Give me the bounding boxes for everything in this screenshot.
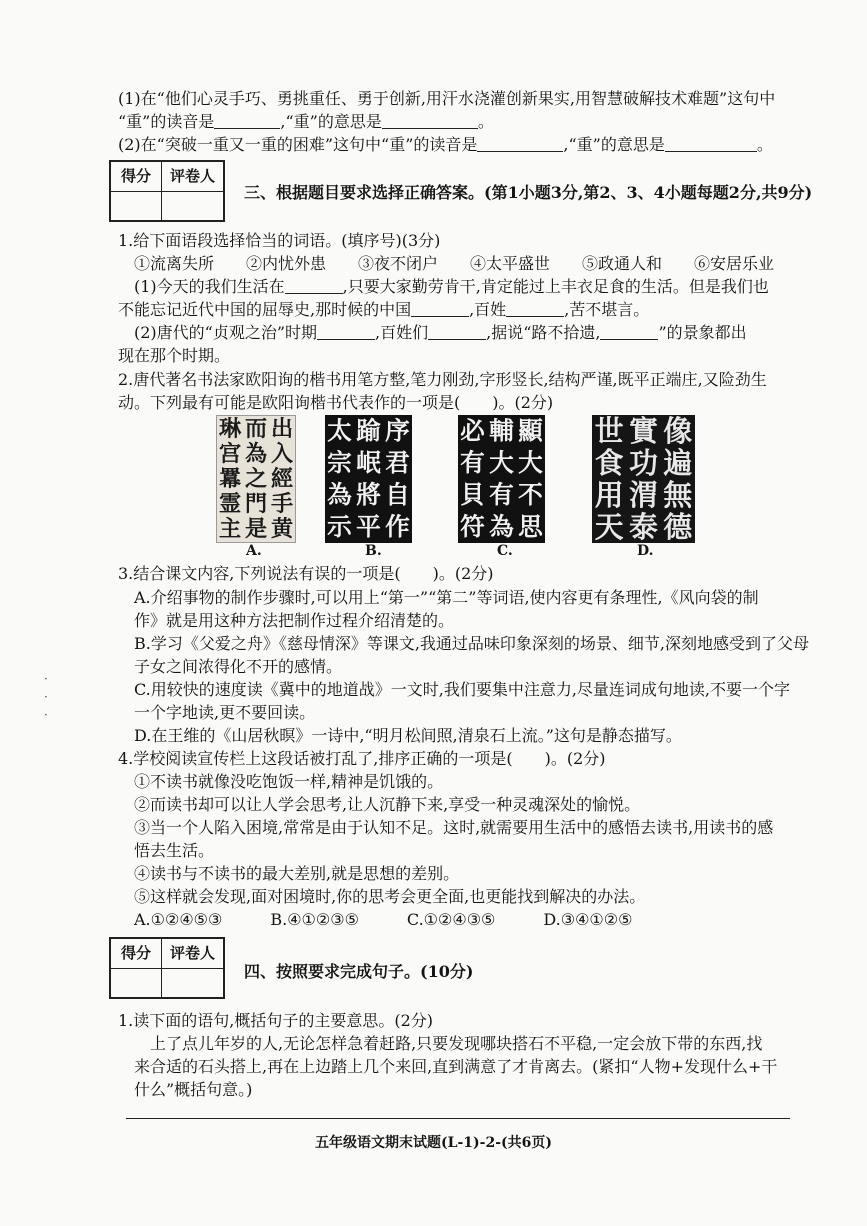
calligraphy-glyph: 太 — [327, 415, 352, 445]
question-line: 现在那个时期。 — [118, 346, 231, 365]
answer-blank[interactable] — [665, 135, 757, 152]
calligraphy-glyph: 符 — [460, 511, 485, 541]
answer-blank[interactable] — [317, 323, 375, 340]
calligraphy-glyph: 門 — [244, 491, 268, 518]
score-box — [109, 160, 225, 222]
calligraphy-glyph: 有 — [460, 447, 485, 477]
calligraphy-sample-d[interactable] — [592, 415, 695, 543]
calligraphy-glyph: 泰 — [629, 509, 658, 544]
text: ,百姓 — [469, 300, 507, 319]
calligraphy-glyph: 岷 — [356, 447, 381, 477]
options-line: ①流离失所 ②内忧外患 ③夜不闭户 ④太平盛世 ⑤政通人和 ⑥安居乐业 — [134, 254, 775, 273]
calligraphy-glyph: 主 — [218, 516, 242, 543]
option-caption-b: B. — [365, 543, 382, 559]
section-title: 三、根据题目要求选择正确答案。(第1小题3分,第2、3、4小题每题2分,共9分) — [244, 183, 813, 202]
question-line — [118, 299, 649, 321]
calligraphy-glyph: 手 — [270, 491, 294, 518]
option-line: B.学习《父爱之舟》《慈母情深》等课文,我通过品味印象深刻的场景、细节,深刻地感受到了父母 — [134, 634, 810, 653]
question-stem: 1.给下面语段选择恰当的词语。(填序号)(3分) — [118, 231, 441, 250]
calligraphy-glyph: 大 — [518, 447, 543, 477]
calligraphy-glyph: 必 — [460, 415, 485, 445]
text: (1)在“他们心灵手巧、勇挑重任、勇于创新,用汗水浇灌创新果实,用智慧破解技术难题”这句中 — [118, 89, 776, 108]
sentence-line: ④读书与不读书的最大差别,就是思想的差别。 — [134, 864, 460, 883]
calligraphy-glyph: 是 — [244, 516, 268, 543]
calligraphy-glyph: 君 — [385, 447, 410, 477]
option-line: A.介绍事物的制作步骤时,可以用上“第一”“第二”等词语,使内容更有条理性,《风向袋的制 — [134, 588, 759, 607]
grader-label: 评卷人 — [162, 162, 223, 192]
answer-blank[interactable] — [382, 112, 478, 129]
calligraphy-glyph: 為 — [489, 511, 514, 541]
calligraphy-glyph: 大 — [489, 447, 514, 477]
calligraphy-glyph: 思 — [518, 511, 543, 541]
sentence-line: ②而读书却可以让人学会思考,让人沉静下来,享受一种灵魂深处的愉悦。 — [134, 795, 641, 814]
sentence-line: ①不读书就像没吃饱饭一样,精神是饥饿的。 — [134, 772, 444, 791]
option-caption-c: C. — [497, 543, 513, 559]
option-line: D.在王维的《山居秋暝》一诗中,“明月松间照,清泉石上流。”这句是静态描写。 — [134, 726, 682, 745]
calligraphy-glyph: 像 — [663, 413, 693, 448]
calligraphy-glyph: 為 — [244, 440, 268, 467]
footer-rule — [126, 1118, 790, 1119]
calligraphy-glyph: 貝 — [460, 479, 485, 509]
question-line — [118, 88, 775, 110]
calligraphy-glyph: 之 — [244, 465, 268, 492]
sentence-line: ③当一个人陷入困境,常常是由于认知不足。这时,就需要用生活中的感悟去读书,用读书的感 — [134, 818, 774, 837]
calligraphy-glyph: 顯 — [518, 415, 543, 445]
calligraphy-glyph: 踰 — [356, 415, 381, 445]
grader-label: 评卷人 — [162, 939, 223, 969]
question-stem: 1.读下面的语句,概括句子的主要意思。(2分) — [118, 1011, 434, 1030]
answer-blank[interactable] — [600, 323, 658, 340]
calligraphy-glyph: 為 — [327, 479, 352, 509]
calligraphy-glyph: 序 — [385, 415, 410, 445]
sentence-line: 悟去生活。 — [134, 841, 215, 860]
score-label: 得分 — [111, 162, 162, 192]
question-line — [118, 111, 494, 133]
sentence-line: ⑤这样就会发现,面对困境时,你的思考会更全面,也更能找到解决的办法。 — [134, 887, 646, 906]
answer-blank[interactable] — [506, 300, 564, 317]
answer-blank[interactable] — [477, 135, 563, 152]
calligraphy-glyph: 天 — [594, 509, 624, 544]
text: 。 — [477, 112, 494, 131]
calligraphy-glyph: 作 — [385, 511, 410, 541]
calligraphy-glyph: 平 — [356, 511, 381, 541]
question-stem: 2.唐代著名书法家欧阳询的楷书用笔方整,笔力刚劲,字形竖长,结构严谨,既平正端庄,又险劲生 — [118, 370, 767, 389]
margin-dot: · — [44, 708, 48, 722]
calligraphy-glyph: 遍 — [663, 445, 693, 480]
calligraphy-glyph: 宗 — [327, 447, 352, 477]
text: 。 — [756, 135, 773, 154]
option-line: 一个字地读,更不要回读。 — [134, 703, 316, 722]
calligraphy-glyph: 有 — [489, 479, 514, 509]
score-cell[interactable] — [111, 969, 162, 997]
calligraphy-glyph: 食 — [594, 445, 624, 480]
passage-line: 什么”概括句意。) — [134, 1080, 253, 1099]
calligraphy-glyph: 無 — [663, 477, 693, 512]
calligraphy-glyph: 宫 — [218, 440, 242, 467]
calligraphy-glyph: 示 — [327, 511, 352, 541]
passage-line: 来合适的石头搭上,再在上边踏上几个来回,直到满意了才肯离去。(紧扣“人物+发现什么+干 — [134, 1057, 778, 1076]
calligraphy-glyph: 自 — [385, 479, 410, 509]
answer-blank[interactable] — [214, 112, 280, 129]
calligraphy-glyph: 經 — [270, 465, 294, 492]
question-line — [118, 134, 773, 156]
text: “重”的读音是 — [118, 112, 215, 131]
text: (2)唐代的“贞观之治”时期 — [134, 323, 318, 342]
margin-dot: · — [44, 672, 48, 686]
calligraphy-glyph: 德 — [663, 509, 693, 544]
calligraphy-glyph: 黄 — [270, 516, 294, 543]
answer-blank[interactable] — [411, 300, 469, 317]
calligraphy-glyph: 功 — [629, 445, 658, 480]
answer-blank[interactable] — [428, 323, 486, 340]
passage-line: 上了点儿年岁的人,无论怎样急着赶路,只要发现哪块搭石不平稳,一定会放下带的东西,找 — [150, 1034, 763, 1053]
question-stem: 动。下列最有可能是欧阳询楷书代表作的一项是( )。(2分) — [118, 393, 554, 412]
text: ,苦不堪言。 — [564, 300, 650, 319]
score-box — [109, 937, 225, 999]
page-footer: 五年级语文期末试题(L-1)-2-(共6页) — [315, 1135, 552, 1151]
section-title: 四、按照要求完成句子。(10分) — [244, 962, 474, 981]
calligraphy-glyph: 羃 — [218, 465, 242, 492]
text: ,“重”的意思是 — [563, 135, 665, 154]
calligraphy-glyph: 而 — [244, 415, 268, 442]
score-cell[interactable] — [111, 192, 162, 220]
answer-options: A.①②④⑤③ B.④①②③⑤ C.①②④③⑤ D.③④①②⑤ — [134, 910, 633, 929]
text: (1)今天的我们生活在 — [134, 277, 285, 296]
calligraphy-sample-c[interactable] — [458, 415, 545, 543]
question-stem: 4.学校阅读宣传栏上这段话被打乱了,排序正确的一项是( )。(2分) — [118, 749, 606, 768]
margin-dot: · — [44, 690, 48, 704]
calligraphy-glyph: 世 — [594, 413, 624, 448]
option-line: 子女之间浓得化不开的感情。 — [134, 657, 343, 676]
calligraphy-glyph: 渭 — [629, 477, 658, 512]
option-line: C.用较快的速度读《冀中的地道战》一文时,我们要集中注意力,尽量连词成句地读,不要一个字 — [134, 680, 791, 699]
text: ”的景象都出 — [658, 323, 747, 342]
score-label: 得分 — [111, 939, 162, 969]
text: ,只要大家勤劳肯干,肯定能过上丰衣足食的生活。但是我们也 — [342, 277, 769, 296]
answer-blank[interactable] — [285, 277, 343, 294]
calligraphy-glyph: 琳 — [218, 415, 242, 442]
calligraphy-glyph: 出 — [270, 415, 294, 442]
option-line: 作》就是用这种方法把制作过程介绍清楚的。 — [134, 611, 455, 630]
text: ,百姓们 — [375, 323, 429, 342]
calligraphy-glyph: 不 — [518, 479, 543, 509]
question-line — [134, 276, 769, 298]
calligraphy-glyph: 輔 — [489, 415, 514, 445]
calligraphy-glyph: 霊 — [218, 491, 242, 518]
calligraphy-glyph: 用 — [594, 477, 624, 512]
calligraphy-glyph: 將 — [356, 479, 381, 509]
text: ,“重”的意思是 — [280, 112, 382, 131]
question-stem: 3.结合课文内容,下列说法有误的一项是( )。(2分) — [118, 564, 494, 583]
calligraphy-sample-b[interactable] — [325, 415, 412, 543]
question-line — [134, 322, 747, 344]
text: ,据说“路不拾遗, — [486, 323, 601, 342]
text: 不能忘记近代中国的屈辱史,那时候的中国 — [118, 300, 412, 319]
option-caption-d: D. — [637, 543, 654, 559]
text: (2)在“突破一重又一重的困难”这句中“重”的读音是 — [118, 135, 478, 154]
calligraphy-glyph: 實 — [629, 413, 658, 448]
calligraphy-glyph: 入 — [270, 440, 294, 467]
calligraphy-sample-a[interactable] — [216, 415, 296, 543]
option-caption-a: A. — [246, 543, 262, 559]
